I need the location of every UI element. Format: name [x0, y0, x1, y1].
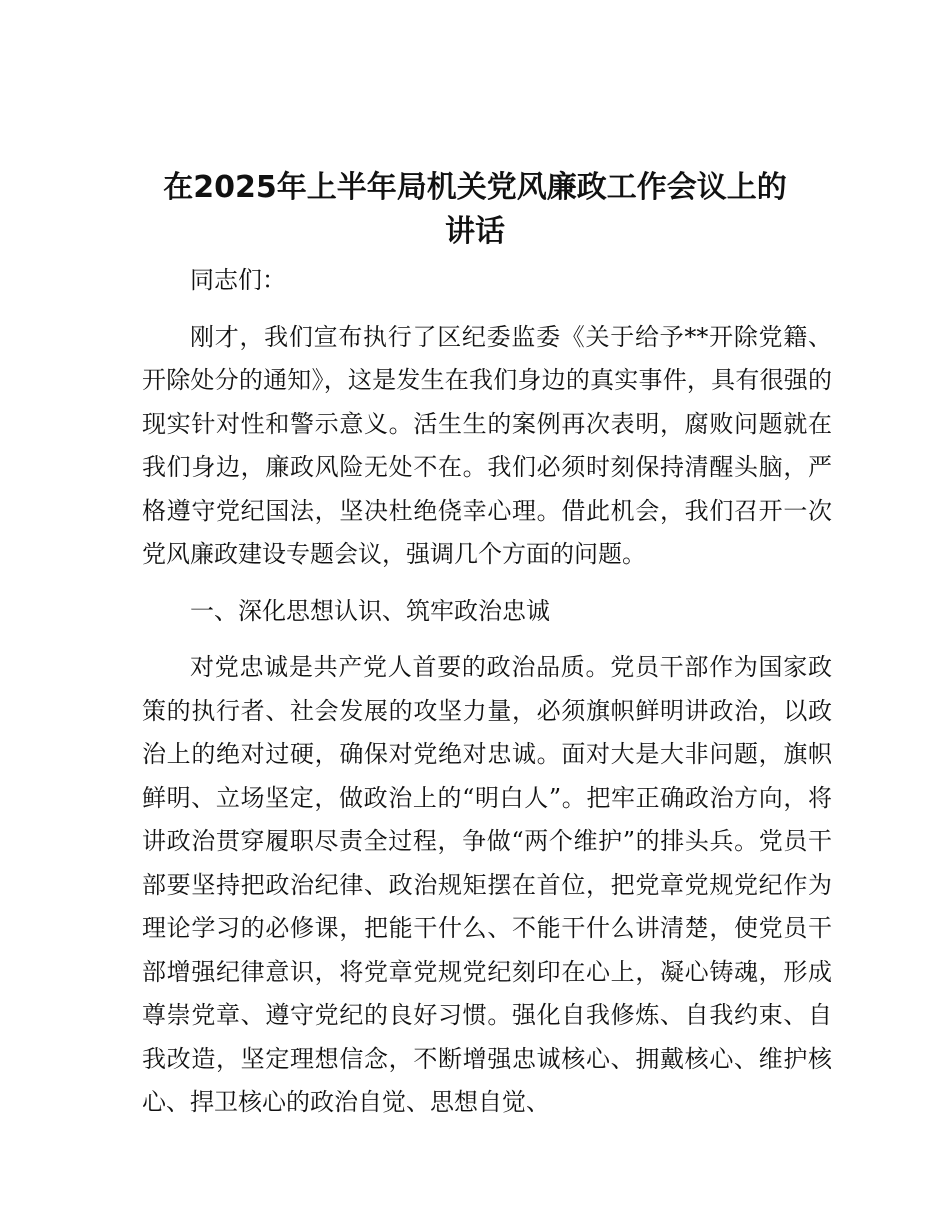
document-body: [142, 259, 832, 1138]
salutation: 同志们：: [190, 266, 286, 294]
title-line-2: 讲话: [445, 214, 505, 249]
intro-paragraph: 刚才，我们宣布执行了区纪委监委《关于给予**开除党籍、开除处分的通知》，这是发生在我们身边的真实事件，具有很强的现实针对性和警示意义。活生生的案例再次表明，腐败问题就在我们身边，廉政风险无处不在。我们必须时刻保持清醒头脑，严格遵守党纪国法，坚决杜绝侥幸心理。借此机会，我们召开一次党风廉政建设专题会议，强调几个方面的问题。: [142, 322, 832, 568]
section-heading-1: 一、深化思想认识、筑牢政治忠诚: [190, 596, 550, 625]
title-line-1: 在2025年上半年局机关党风廉政工作会议上的: [163, 170, 787, 205]
document-title: [100, 166, 850, 254]
section-1-paragraph: 对党忠诚是共产党人首要的政治品质。党员干部作为国家政策的执行者、社会发展的攻坚力量，必须旗帜鲜明讲政治，以政治上的绝对过硬，确保对党绝对忠诚。面对大是大非问题，旗帜鲜明、立场坚定，做政治上的“明白人”。把牢正确政治方向，将讲政治贯穿履职尽责全过程，争做“两个维护”的排头兵。党员干部要坚持把政治纪律、政治规矩摆在首位，把党章党规党纪作为理论学习的必修课，把能干什么、不能干什么讲清楚，使党员干部增强纪律意识，将党章党规党纪刻印在心上，凝心铸魂，形成尊崇党章、遵守党纪的良好习惯。强化自我修炼、自我约束、自我改造，坚定理想信念，不断增强忠诚核心、拥戴核心、维护核心、捍卫核心的政治自觉、思想自觉、: [142, 653, 832, 1116]
